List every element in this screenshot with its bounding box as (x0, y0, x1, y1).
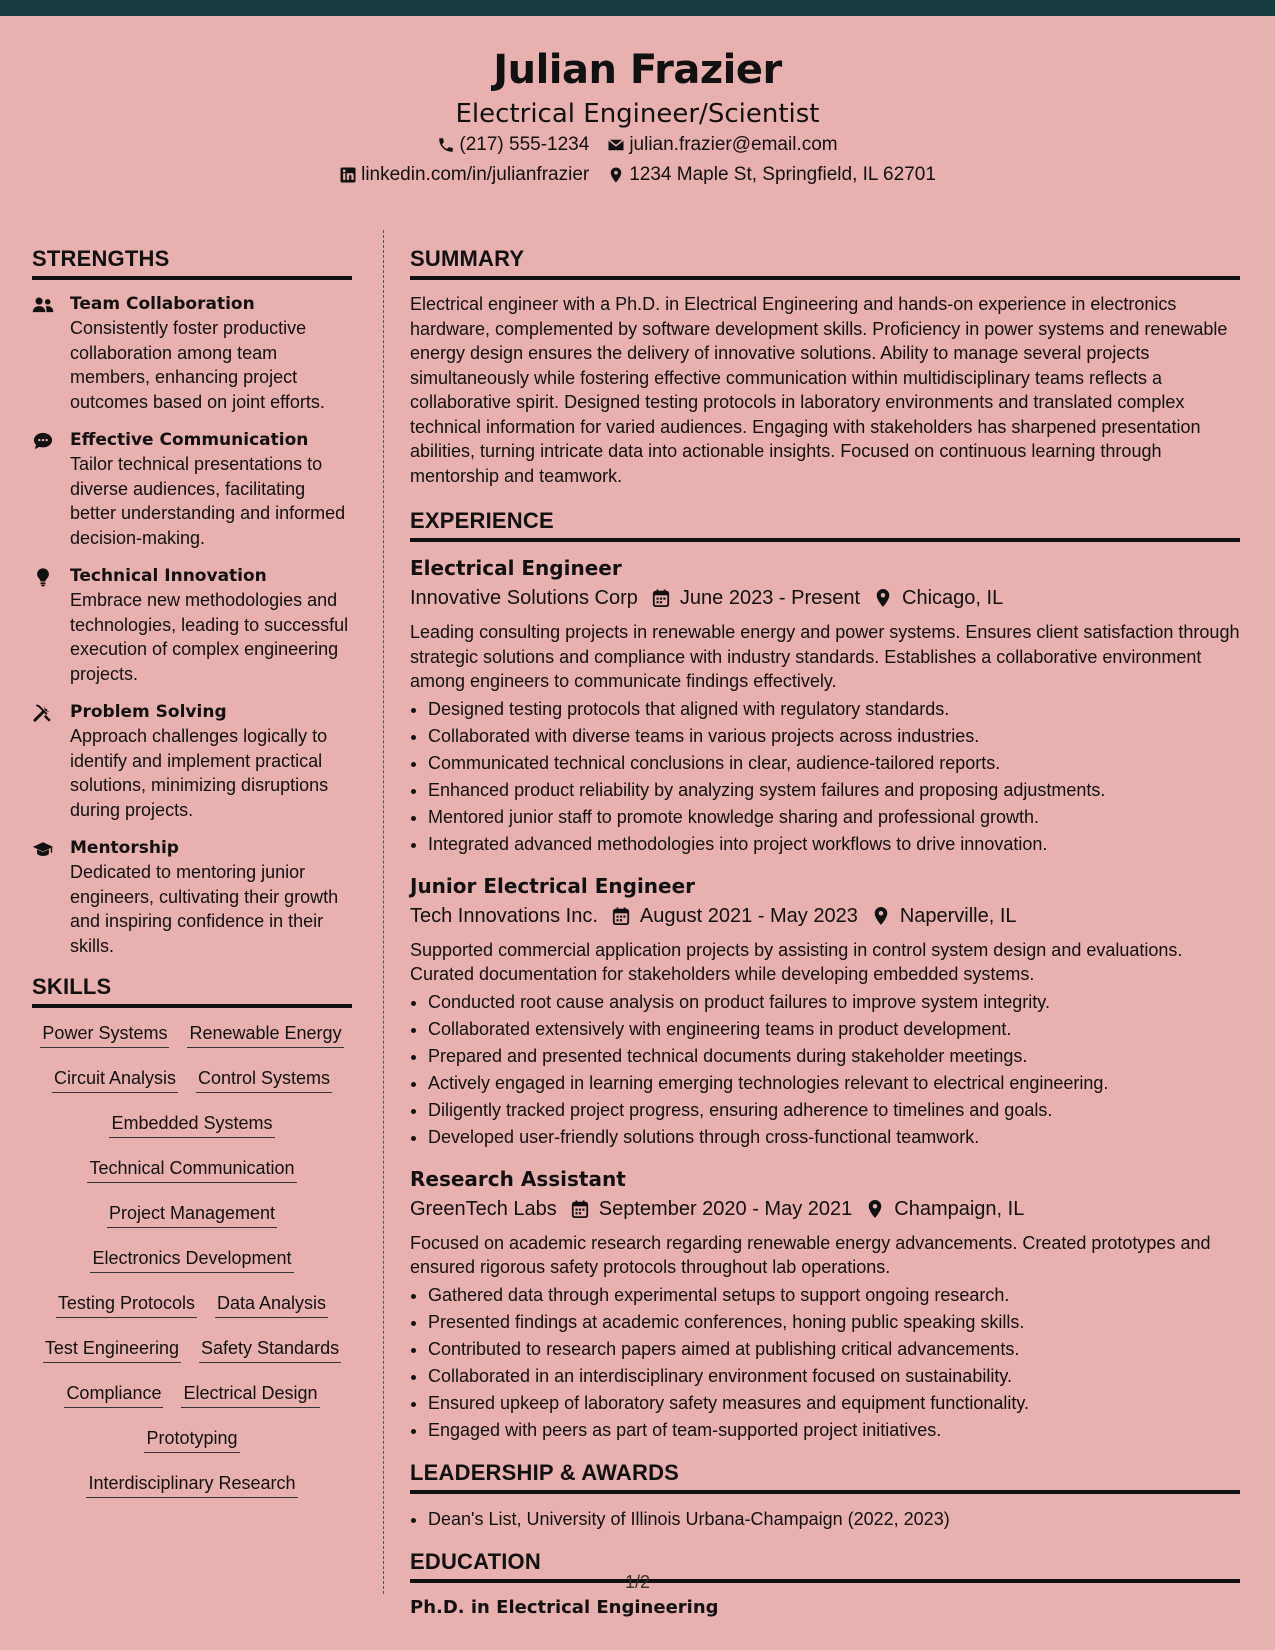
job-bullet: • Presented findings at academic conferences, honing public speaking skills. (428, 1309, 1240, 1336)
linkedin-text[interactable]: linkedin.com/in/julianfrazier (361, 164, 590, 185)
skill-tag: Electrical Design (181, 1380, 319, 1408)
job-title: Electrical Engineer (410, 556, 622, 580)
strength-title: Mentorship (70, 838, 179, 858)
job-location: Chicago, IL (902, 587, 1004, 609)
linkedin-icon (339, 166, 357, 184)
job-bullet: • Collaborated extensively with engineering teams in product development. (428, 1016, 1240, 1043)
job-bullet: • Contributed to research papers aimed at publishing critical advancements. (428, 1336, 1240, 1363)
summary-heading: SUMMARY (410, 244, 1240, 280)
job-description: Supported commercial application projects by assisting in control system design and evaluations. Curated documentation for stakeholders while developing embedded systems. (410, 939, 1183, 984)
candidate-name: Julian Frazier (493, 47, 782, 93)
skill-tag: Renewable Energy (187, 1020, 343, 1048)
skill-tag: Test Engineering (43, 1335, 181, 1363)
skill-tag: Testing Protocols (56, 1290, 197, 1318)
job-dates: June 2023 - Present (679, 587, 861, 609)
skills-section (32, 972, 352, 1515)
strength-item (32, 428, 352, 550)
calendar-icon (571, 1199, 589, 1219)
job-bullet: • Enhanced product reliability by analyzing system failures and proposing adjustments. (428, 777, 1240, 804)
strength-desc: Tailor technical presentations to diverse audiences, facilitating better understanding and informed decision-making. (70, 454, 346, 548)
skills-heading: SKILLS (32, 972, 352, 1008)
strength-title: Team Collaboration (70, 294, 255, 314)
strength-item (32, 292, 352, 414)
calendar-icon (612, 906, 630, 926)
job-bullet: • Integrated advanced methodologies into project workflows to drive innovation. (428, 831, 1240, 858)
skill-tag: Project Management (107, 1200, 277, 1228)
job-entry (410, 872, 1240, 1151)
job-bullets (410, 1282, 1240, 1444)
contact-row-2 (0, 160, 1275, 190)
strength-item (32, 836, 352, 958)
skill-tag: Data Analysis (215, 1290, 328, 1318)
strength-desc: Embrace new methodologies and technologies, leading to successful execution of complex engineering projects. (70, 590, 349, 684)
job-bullet: • Collaborated with diverse teams in various projects across industries. (428, 723, 1240, 750)
map-marker-icon (872, 906, 890, 926)
right-column (410, 244, 1240, 1621)
skill-tag: Circuit Analysis (52, 1065, 178, 1093)
skills-list (32, 1020, 352, 1515)
job-description: Focused on academic research regarding renewable energy advancements. Created prototypes and ensured rigorous safety protocols throughout lab operations. (410, 1232, 1211, 1277)
leadership-list (410, 1506, 1240, 1533)
graduation-cap-icon (32, 839, 54, 859)
job-bullet: • Conducted root cause analysis on product failures to improve system integrity. (428, 989, 1240, 1016)
experience-section (410, 506, 1240, 1444)
skill-tag: Prototyping (144, 1425, 239, 1453)
lightbulb-icon (32, 567, 54, 587)
job-description: Leading consulting projects in renewable energy and power systems. Ensures client satisfaction through strategic solutions and compliance with industry standards. Establishes a collaborative environment among engineers to communicate findings effectively. (410, 622, 1240, 691)
tools-icon (32, 703, 54, 723)
job-bullets (410, 989, 1240, 1151)
job-title: Junior Electrical Engineer (410, 873, 696, 898)
skill-tag: Power Systems (40, 1020, 169, 1048)
job-company: Tech Innovations Inc. (410, 904, 598, 927)
job-meta (410, 900, 1240, 932)
address-text: 1234 Maple St, Springfield, IL 62701 (629, 164, 936, 185)
job-bullet: • Communicated technical conclusions in clear, audience-tailored reports. (428, 750, 1240, 777)
experience-heading: EXPERIENCE (410, 506, 1240, 542)
linkedin-contact[interactable] (339, 160, 589, 190)
job-location: Champaign, IL (894, 1197, 1025, 1220)
strengths-heading: STRENGTHS (32, 244, 352, 280)
email-text[interactable]: julian.frazier@email.com (629, 134, 838, 155)
job-bullet: • Diligently tracked project progress, ensuring adherence to timelines and goals. (428, 1097, 1240, 1124)
education-degree: Ph.D. in Electrical Engineering (410, 1596, 719, 1618)
strengths-section (32, 244, 352, 958)
strength-title: Problem Solving (70, 702, 227, 722)
skill-tag: Embedded Systems (109, 1110, 274, 1138)
chat-icon (32, 431, 54, 451)
address-contact (607, 160, 936, 190)
phone-contact (437, 130, 589, 160)
leadership-section (410, 1458, 1240, 1533)
job-dates: September 2020 - May 2021 (598, 1197, 853, 1220)
map-marker-icon (607, 166, 625, 184)
job-bullet: • Ensured upkeep of laboratory safety measures and equipment functionality. (428, 1390, 1240, 1417)
envelope-icon (607, 136, 625, 154)
award-item: • Dean's List, University of Illinois Urbana-Champaign (2022, 2023) (428, 1506, 1240, 1533)
job-company: GreenTech Labs (410, 1197, 557, 1220)
job-bullet: • Mentored junior staff to promote knowledge sharing and professional growth. (428, 804, 1240, 831)
job-bullets (410, 696, 1240, 858)
resume-header (0, 16, 1275, 204)
column-divider (383, 230, 384, 1594)
strength-desc: Dedicated to mentoring junior engineers, cultivating their growth and inspiring confidence in their skills. (70, 862, 339, 956)
page-indicator: 1/2 (624, 1572, 651, 1592)
map-marker-icon (866, 1199, 884, 1219)
skill-tag: Safety Standards (199, 1335, 341, 1363)
job-bullet: • Engaged with peers as part of team-supported project initiatives. (428, 1417, 1240, 1444)
summary-section (410, 244, 1240, 488)
phone-text: (217) 555-1234 (459, 134, 590, 155)
job-entry (410, 1165, 1240, 1444)
strength-item (32, 700, 352, 822)
skill-tag: Technical Communication (87, 1155, 296, 1183)
job-bullet: • Gathered data through experimental setups to support ongoing research. (428, 1282, 1240, 1309)
email-contact[interactable] (607, 130, 837, 160)
job-meta (410, 582, 1240, 614)
top-color-bar (0, 0, 1275, 16)
education-heading: EDUCATION (410, 1547, 1240, 1583)
job-bullet: • Prepared and presented technical documents during stakeholder meetings. (428, 1043, 1240, 1070)
users-icon (32, 295, 54, 315)
leadership-heading: LEADERSHIP & AWARDS (410, 1458, 1240, 1494)
job-dates: August 2021 - May 2023 (639, 904, 858, 927)
strength-title: Effective Communication (70, 430, 309, 450)
job-bullet: • Actively engaged in learning emerging technologies relevant to electrical engineering. (428, 1070, 1240, 1097)
job-bullet: • Designed testing protocols that aligned with regulatory standards. (428, 696, 1240, 723)
skill-tag: Electronics Development (90, 1245, 293, 1273)
job-location: Naperville, IL (899, 904, 1017, 927)
phone-icon (437, 136, 455, 154)
summary-text: Electrical engineer with a Ph.D. in Electrical Engineering and hands-on experience in electronics hardware, complemented by software development skills. Proficiency in power systems and renewable energy design ensures the delivery of innovative solutions. Ability to manage several projects simultaneously while fostering effective communication within multidisciplinary teams reflects a collaborative spirit. Designed testing protocols in laboratory environments and translated complex technical information for varied audiences. Engaging with stakeholders has sharpened presentation abilities, turning intricate data into actionable insights. Focused on continuous learning through mentorship and teamwork. (410, 294, 1228, 486)
job-meta (410, 1193, 1240, 1225)
strength-title: Technical Innovation (70, 566, 267, 586)
left-column (32, 244, 352, 1515)
calendar-icon (652, 588, 670, 608)
contact-row-1 (0, 130, 1275, 160)
strength-desc: Consistently foster productive collaboration among team members, enhancing project outcomes based on joint efforts. (70, 318, 325, 412)
skill-tag: Compliance (64, 1380, 163, 1408)
skill-tag: Interdisciplinary Research (86, 1470, 297, 1498)
map-marker-icon (874, 588, 892, 608)
strength-desc: Approach challenges logically to identify and implement practical solutions, minimizing disruptions during projects. (70, 726, 329, 820)
skill-tag: Control Systems (196, 1065, 332, 1093)
job-entry (410, 554, 1240, 858)
strength-item (32, 564, 352, 686)
candidate-title: Electrical Engineer/Scientist (455, 99, 820, 129)
job-company: Innovative Solutions Corp (410, 587, 638, 609)
job-title: Research Assistant (410, 1166, 626, 1191)
job-bullet: • Collaborated in an interdisciplinary environment focused on sustainability. (428, 1363, 1240, 1390)
job-bullet: • Developed user-friendly solutions through cross-functional teamwork. (428, 1124, 1240, 1151)
